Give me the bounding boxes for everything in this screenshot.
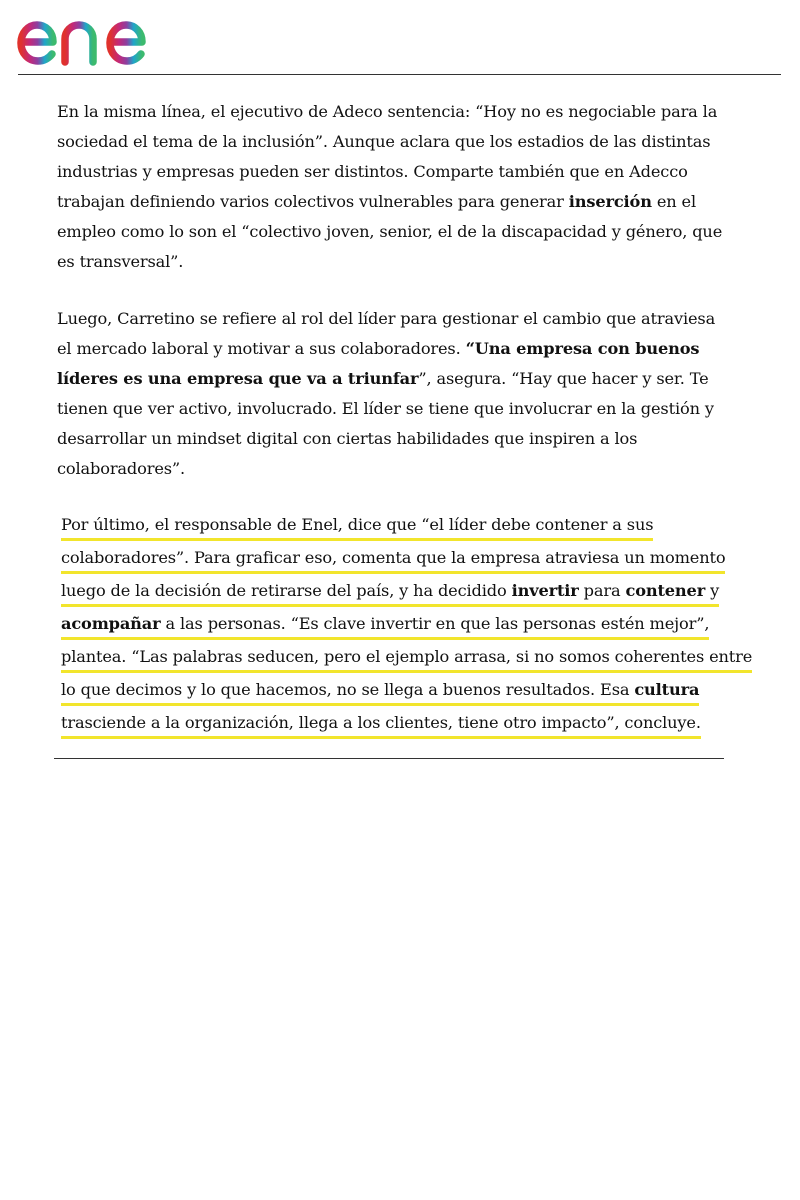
bold-text: acompañar (61, 614, 161, 633)
highlighted-line (61, 676, 699, 706)
text: plantea. “Las palabras seducen, pero el ejemplo arrasa, si no somos coherentes entre (61, 647, 753, 666)
header-divider (18, 74, 781, 75)
highlighted-line (61, 511, 653, 541)
text: en el empleo como lo son el “colectivo joven, senior, el de la discapacidad y género, que es transversal”. (57, 192, 723, 271)
paragraph-enel-highlighted (61, 511, 753, 739)
paragraph-adecco (57, 97, 729, 277)
highlighted-line (61, 643, 752, 673)
bold-text: contener (625, 581, 706, 600)
text: luego de la decisión de retirarse del país, y ha decidido (61, 581, 512, 600)
text: a las personas. “Es clave invertir en que las personas estén mejor”, (160, 614, 710, 633)
bold-text: inserción (568, 192, 652, 211)
enel-logo-mark (16, 4, 182, 66)
highlighted-line (61, 610, 709, 640)
text: En la misma línea, el ejecutivo de Adeco sentencia: “Hoy no es negociable para la sociedad el tema de la inclusión”. Aunque aclara que los estadios de las distintas industrias y empresas pueden ser distintos. Comparte también que en Adecco trabajan definiendo varios colectivos vulnerables para generar (57, 102, 718, 211)
text: para (578, 581, 626, 600)
bold-text: cultura (634, 680, 700, 699)
text: y (705, 581, 720, 600)
text: lo que decimos y lo que hacemos, no se llega a buenos resultados. Esa (61, 680, 635, 699)
text: Por último, el responsable de Enel, dice que “el líder debe contener a sus (61, 515, 654, 534)
header (0, 0, 800, 76)
highlighted-line (61, 577, 719, 607)
bold-text: invertir (511, 581, 579, 600)
text: Luego, Carretino se refiere al rol del líder para gestionar el cambio que atraviesa el mercado laboral y motivar a sus colaboradores. (57, 309, 716, 358)
paragraph-carretino (57, 304, 729, 484)
highlighted-line (61, 544, 725, 574)
highlighted-line (61, 709, 701, 739)
footer-divider (54, 758, 724, 759)
enel-logo[interactable] (16, 4, 182, 70)
text: trasciende a la organización, llega a los clientes, tiene otro impacto”, concluye. (61, 713, 701, 732)
article-body (57, 97, 753, 739)
text: ”, asegura. “Hay que hacer y ser. Te tienen que ver activo, involucrado. El líder se tiene que involucrar en la gestión y desarrollar un mindset digital con ciertas habilidades que inspiren a los colaboradores”. (57, 369, 714, 478)
bold-text: “Una empresa con buenos líderes es una empresa que va a triunfar (57, 339, 700, 388)
text: colaboradores”. Para graficar eso, comenta que la empresa atraviesa un momento (61, 548, 726, 567)
